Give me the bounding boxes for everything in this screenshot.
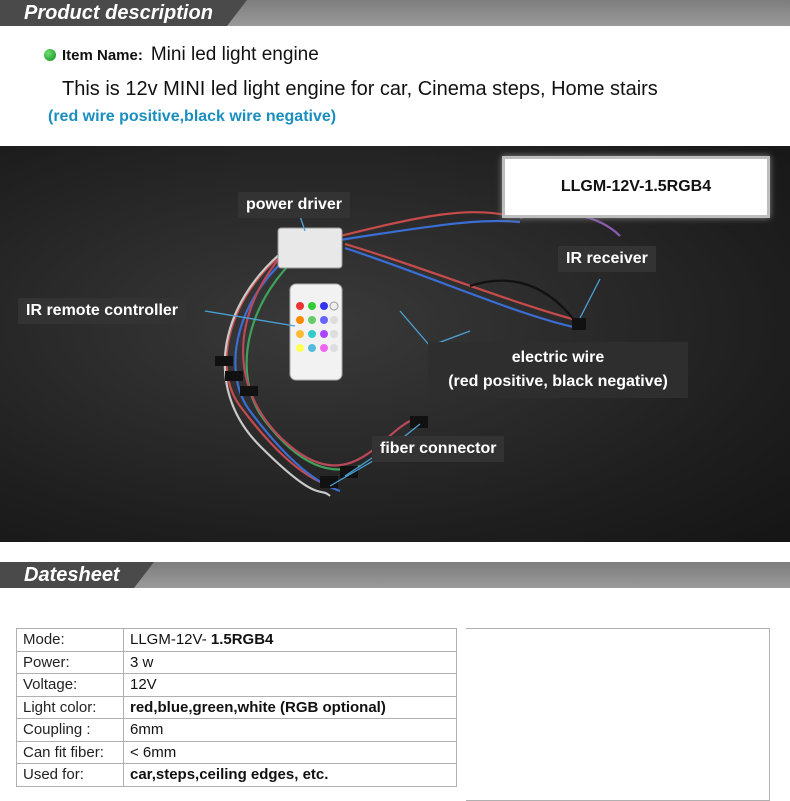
spec-value: < 6mm bbox=[124, 741, 457, 764]
table-row bbox=[17, 764, 457, 787]
spec-value-model-suffix: 1.5RGB4 bbox=[210, 631, 274, 649]
wire-note: (red wire positive,black wire negative) bbox=[48, 108, 337, 125]
ir-receiver-label: IR receiver bbox=[558, 246, 656, 272]
product-photo bbox=[0, 146, 790, 542]
table-row bbox=[17, 674, 457, 697]
spec-key: Voltage: bbox=[17, 674, 124, 697]
spec-key: Can fit fiber: bbox=[17, 741, 124, 764]
item-name-label: Item Name: bbox=[62, 46, 143, 64]
model-number-box: LLGM-12V-1.5RGB4 bbox=[502, 156, 770, 218]
spec-value: 6mm bbox=[124, 719, 457, 742]
spec-key: Used for: bbox=[17, 764, 124, 787]
electric-wire-line2: (red positive, black negative) bbox=[448, 373, 668, 390]
item-name-value: Mini led light engine bbox=[150, 44, 319, 65]
item-description: This is 12v MINI led light engine for car, Cinema steps, Home stairs bbox=[62, 78, 658, 100]
section-title: Datesheet bbox=[0, 562, 134, 588]
electric-wire-label bbox=[428, 342, 688, 398]
table-row bbox=[17, 719, 457, 742]
table-frame bbox=[466, 628, 770, 801]
green-bullet-icon bbox=[44, 49, 56, 61]
spec-key: Power: bbox=[17, 651, 124, 674]
spec-value: 12V bbox=[124, 674, 457, 697]
ir-remote-label: IR remote controller bbox=[18, 298, 186, 324]
section-title: Product description bbox=[0, 0, 227, 26]
electric-wire-line1: electric wire bbox=[511, 349, 605, 366]
power-driver-label: power driver bbox=[238, 192, 350, 218]
fiber-connector-label: fiber connector bbox=[372, 436, 504, 462]
item-name-line bbox=[44, 44, 319, 66]
table-row bbox=[17, 696, 457, 719]
table-row bbox=[17, 629, 457, 652]
spec-value-model: LLGM-12V- bbox=[130, 631, 207, 649]
spec-value: 3 w bbox=[124, 651, 457, 674]
product-description-banner bbox=[0, 0, 790, 26]
spec-table bbox=[16, 628, 457, 787]
spec-value bbox=[124, 629, 457, 652]
datasheet-banner bbox=[0, 562, 790, 588]
table-row bbox=[17, 741, 457, 764]
spec-key: Light color: bbox=[17, 696, 124, 719]
spec-key: Mode: bbox=[17, 629, 124, 652]
table-row bbox=[17, 651, 457, 674]
spec-key: Coupling : bbox=[17, 719, 124, 742]
spec-value: car,steps,ceiling edges, etc. bbox=[124, 764, 457, 787]
spec-value: red,blue,green,white (RGB optional) bbox=[124, 696, 457, 719]
